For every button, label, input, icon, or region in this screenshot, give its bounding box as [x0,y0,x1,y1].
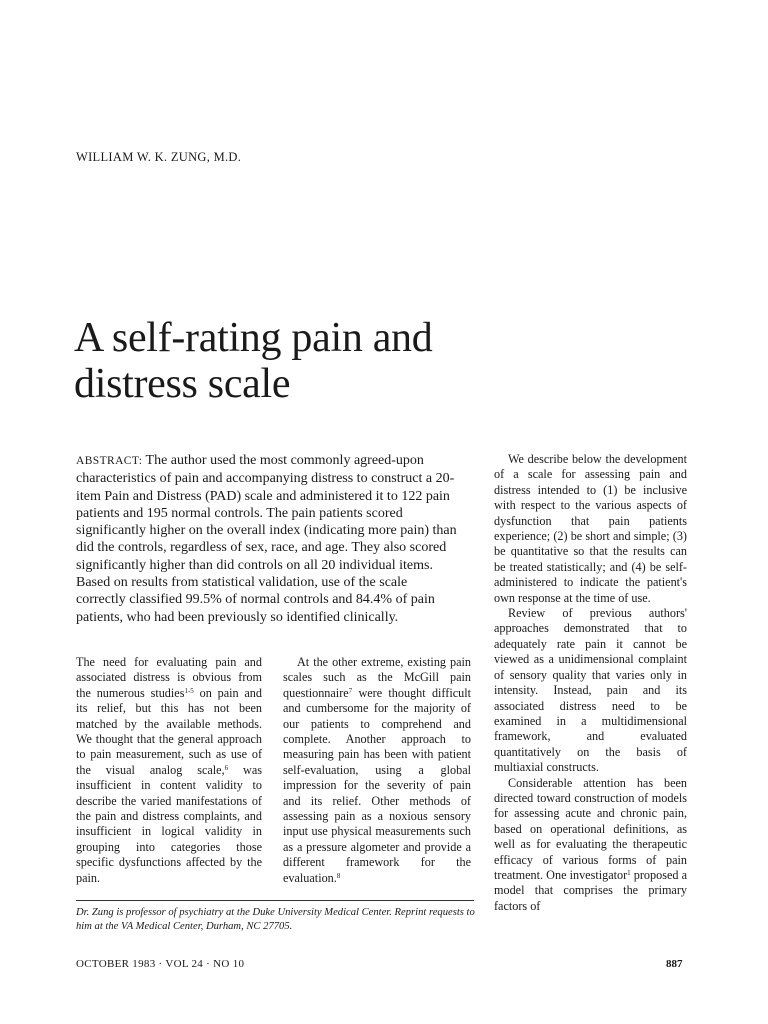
col1-text-c: was insufficient in content validity to describe the varied manifestations of the pain and distress complaints, and insufficient in logical validity in grouping into categories those specific dysfunctions affected by the pain. [76,762,262,885]
abstract [76,452,460,626]
body-column-2 [283,655,471,886]
citation-ref: 8 [336,871,341,880]
body-column-1 [76,655,262,886]
title-line-1: A self-rating pain and [74,315,433,361]
col2-text-b: were thought difficult and cumbersome for the majority of our patients to comprehend and complete. Another approach to measuring pain has been with patient self-evaluation, using a global impression for the severity of pain and its relief. Other methods of assessing pain as a noxious sensory input use physical measurements such as a pressure algometer and provide a different framework for the evaluation. [283,685,471,885]
col3-p3-text-b: proposed a model that comprises the primary factors of [494,867,687,913]
footnote-divider [76,900,474,901]
col3-paragraph-1: We describe below the development of a scale for assessing pain and distress intended to (1) be inclusive with respect to the various aspects of dysfunction that pain patients experience; (2) be short and simple; (3) be quantitative so that the results can be treated statistically; and (4) be self-administered to indicate the patient's own response at the time of use. [494,452,687,605]
article-title [74,315,534,407]
citation-ref: 7 [348,686,353,695]
col3-p3-text-a: Considerable attention has been directed toward construction of models for assessing acute and chronic pain, based on operational definitions, as well as for evaluating the therapeutic efficacy of various forms of pain treatment. One investigator [494,775,687,882]
body-column-3 [494,452,687,914]
page-number: 887 [666,958,683,970]
col1-text-a: The need for evaluating pain and associated distress is obvious from the numerous studies [76,655,262,700]
citation-ref: 1-5 [184,686,194,695]
citation-ref: 6 [224,763,229,772]
title-line-2: distress scale [74,361,291,407]
col2-text-a: At the other extreme, existing pain scales such as the McGill pain questionnaire [283,655,471,700]
author-footnote: Dr. Zung is professor of psychiatry at the Duke University Medical Center. Reprint requests to him at the VA Medical Center, Durham, NC 27705. [76,907,475,932]
citation-ref: 1 [627,868,631,877]
abstract-label: ABSTRACT: [76,455,143,467]
author-byline: WILLIAM W. K. ZUNG, M.D. [76,150,242,164]
abstract-text: The author used the most commonly agreed-upon characteristics of pain and accompanying distress to construct a 20-item Pain and Distress (PAD) scale and administered it to 122 pain patients and 195 normal controls. The pain patients scored significantly higher on the overall index (indicating more pain) than did the controls, regardless of sex, race, and age. They also scored significantly higher than did controls on all 20 individual items. Based on results from statistical validation, use of the scale correctly classified 99.5% of normal controls and 84.4% of pain patients, who had been previously so identified clinically. [76,453,457,625]
col3-paragraph-3 [494,776,687,915]
journal-footer: OCTOBER 1983 · VOL 24 · NO 10 [76,958,245,970]
col1-text-b: on pain and its relief, but this has not been matched by the available methods. We thought that the general approach to pain measurement, such as use of the visual analog scale, [76,685,262,777]
col3-paragraph-2: Review of previous authors' approaches demonstrated that to adequately rate pain it cannot be viewed as a unidimensional complaint of sensory quality that varies only in intensity. Instead, pain and its associated distress need to be examined in a multidimensional framework, and evaluated quantitatively on the basis of multiaxial constructs. [494,606,687,775]
